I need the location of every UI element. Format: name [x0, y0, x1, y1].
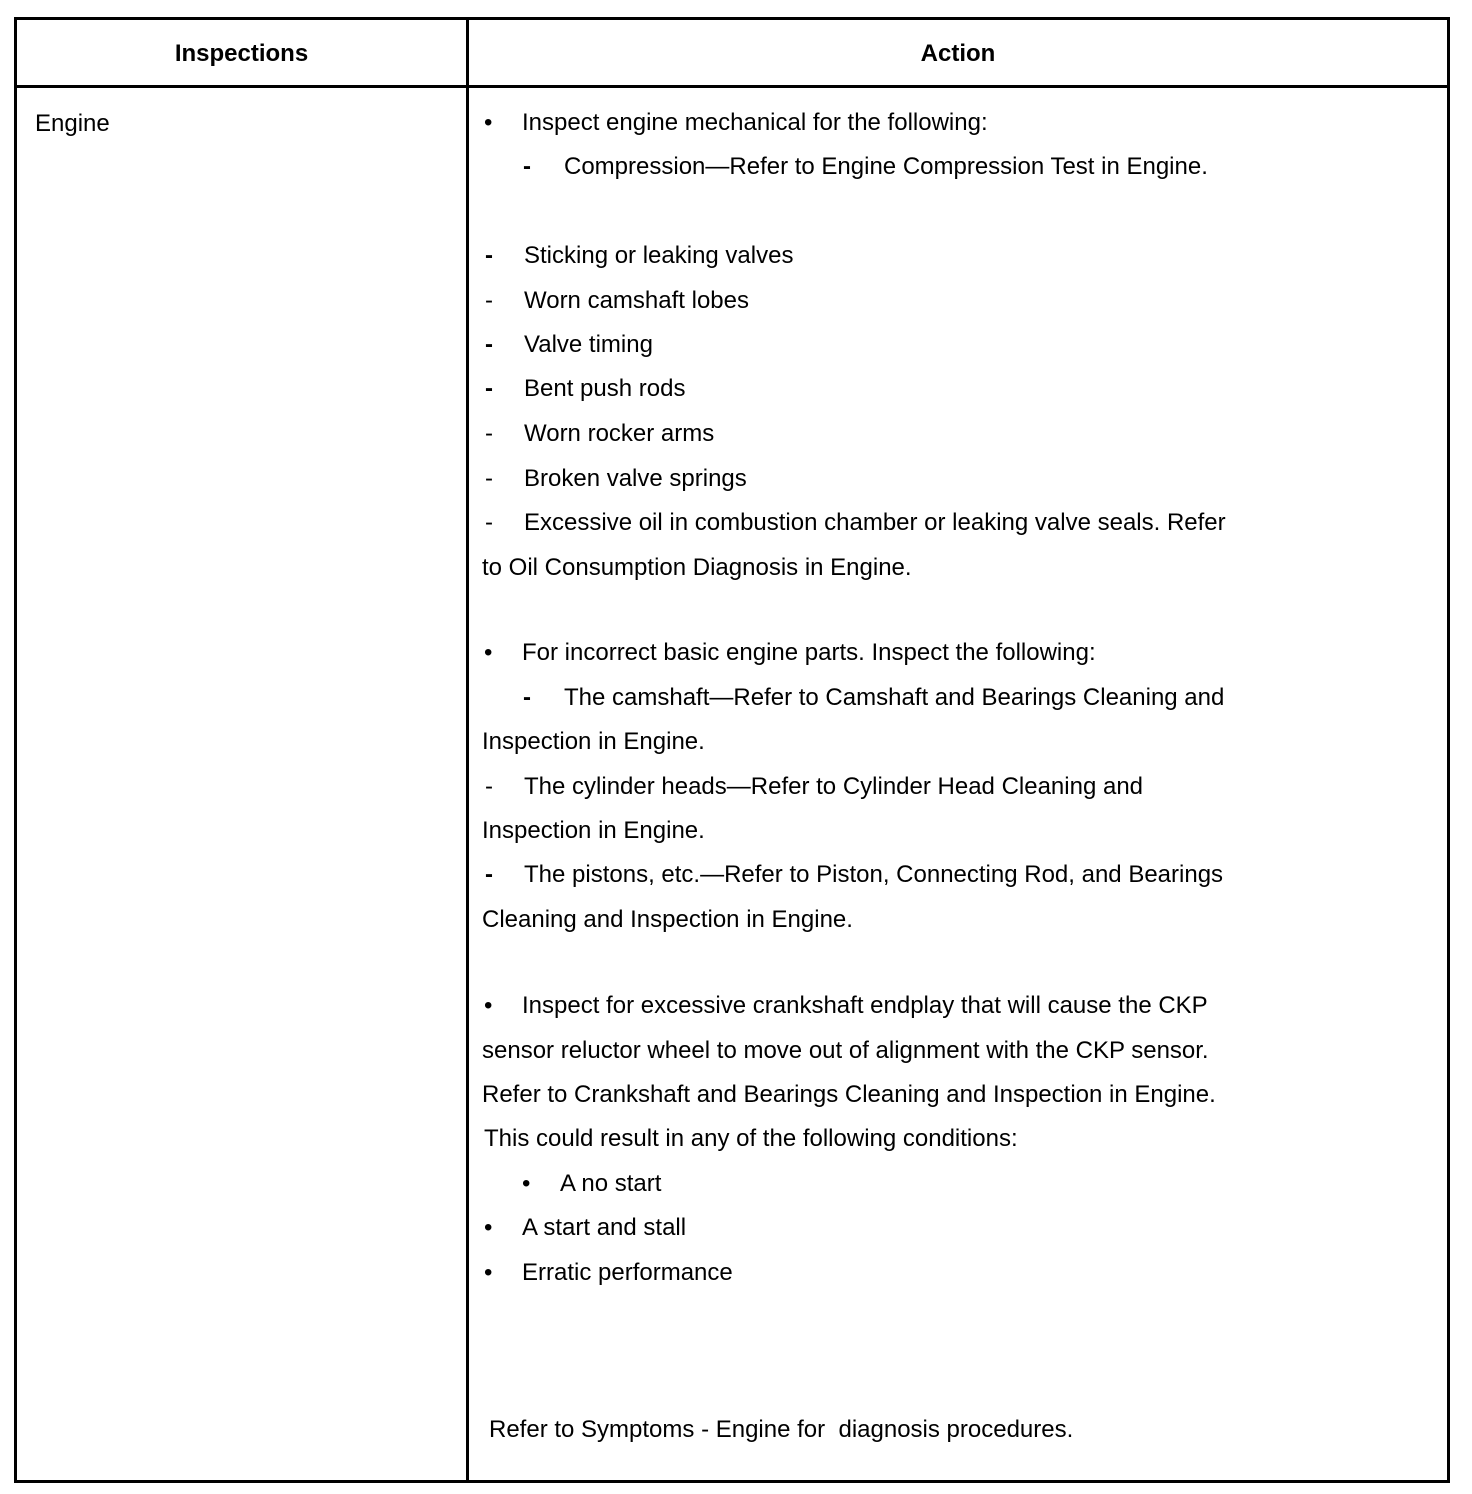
- action-line-text: The camshaft—Refer to Camshaft and Bearings Cleaning and: [564, 684, 1225, 711]
- dash-marker: -: [485, 773, 493, 800]
- action-line-text: Refer to Crankshaft and Bearings Cleaning and Inspection in Engine.: [482, 1081, 1216, 1108]
- dash-marker: -: [485, 465, 493, 492]
- bullet-marker: •: [522, 1170, 531, 1197]
- action-line-text: Inspection in Engine.: [482, 728, 705, 755]
- column-divider: [466, 20, 469, 1480]
- dash-marker: -: [485, 861, 493, 888]
- action-line-text: Inspect for excessive crankshaft endplay that will cause the CKP: [522, 992, 1208, 1019]
- header-inspections: Inspections: [174, 40, 309, 67]
- action-line-text: Erratic performance: [522, 1259, 733, 1286]
- action-line-text: The pistons, etc.—Refer to Piston, Connecting Rod, and Bearings: [524, 861, 1224, 888]
- header-divider: [17, 85, 1447, 88]
- action-line-text: Worn rocker arms: [524, 420, 715, 447]
- dash-marker: -: [485, 375, 493, 402]
- dash-marker: -: [485, 242, 493, 269]
- action-line-text: Broken valve springs: [524, 465, 747, 492]
- action-line-text: The cylinder heads—Refer to Cylinder Head Cleaning and: [524, 773, 1144, 800]
- action-line-text: Worn camshaft lobes: [524, 287, 749, 314]
- bullet-marker: •: [484, 639, 493, 666]
- header-action: Action: [920, 40, 996, 67]
- dash-marker: -: [523, 684, 531, 711]
- bullet-marker: •: [484, 992, 493, 1019]
- action-line-text: Cleaning and Inspection in Engine.: [482, 906, 853, 933]
- dash-marker: -: [485, 420, 493, 447]
- action-line-text: to Oil Consumption Diagnosis in Engine.: [482, 554, 912, 581]
- action-line-text: This could result in any of the following conditions:: [484, 1125, 1018, 1152]
- action-line-text: For incorrect basic engine parts. Inspect the following:: [522, 639, 1096, 666]
- dash-marker: -: [485, 331, 493, 358]
- action-line: [0, 1385, 1074, 1475]
- action-line-text: A start and stall: [522, 1214, 687, 1241]
- dash-marker: -: [485, 509, 493, 536]
- dash-marker: -: [523, 153, 531, 180]
- action-line-text: Sticking or leaking valves: [524, 242, 794, 269]
- action-line-text: Valve timing: [524, 331, 653, 358]
- inspection-engine-cell: Engine: [35, 110, 110, 137]
- action-line-text: A no start: [560, 1170, 662, 1197]
- action-line-text: Inspection in Engine.: [482, 817, 705, 844]
- action-line-text: Compression—Refer to Engine Compression Test in Engine.: [564, 153, 1208, 180]
- bullet-marker: •: [484, 1214, 493, 1241]
- bullet-marker: •: [484, 1259, 493, 1286]
- bullet-marker: •: [484, 109, 493, 136]
- action-line-text: Refer to Symptoms - Engine for diagnosis procedures.: [489, 1416, 1074, 1443]
- dash-marker: -: [485, 287, 493, 314]
- action-line-text: Inspect engine mechanical for the following:: [522, 109, 988, 136]
- action-line-text: Excessive oil in combustion chamber or leaking valve seals. Refer: [524, 509, 1226, 536]
- action-line-text: Bent push rods: [524, 375, 686, 402]
- action-line-text: sensor reluctor wheel to move out of alignment with the CKP sensor.: [482, 1037, 1209, 1064]
